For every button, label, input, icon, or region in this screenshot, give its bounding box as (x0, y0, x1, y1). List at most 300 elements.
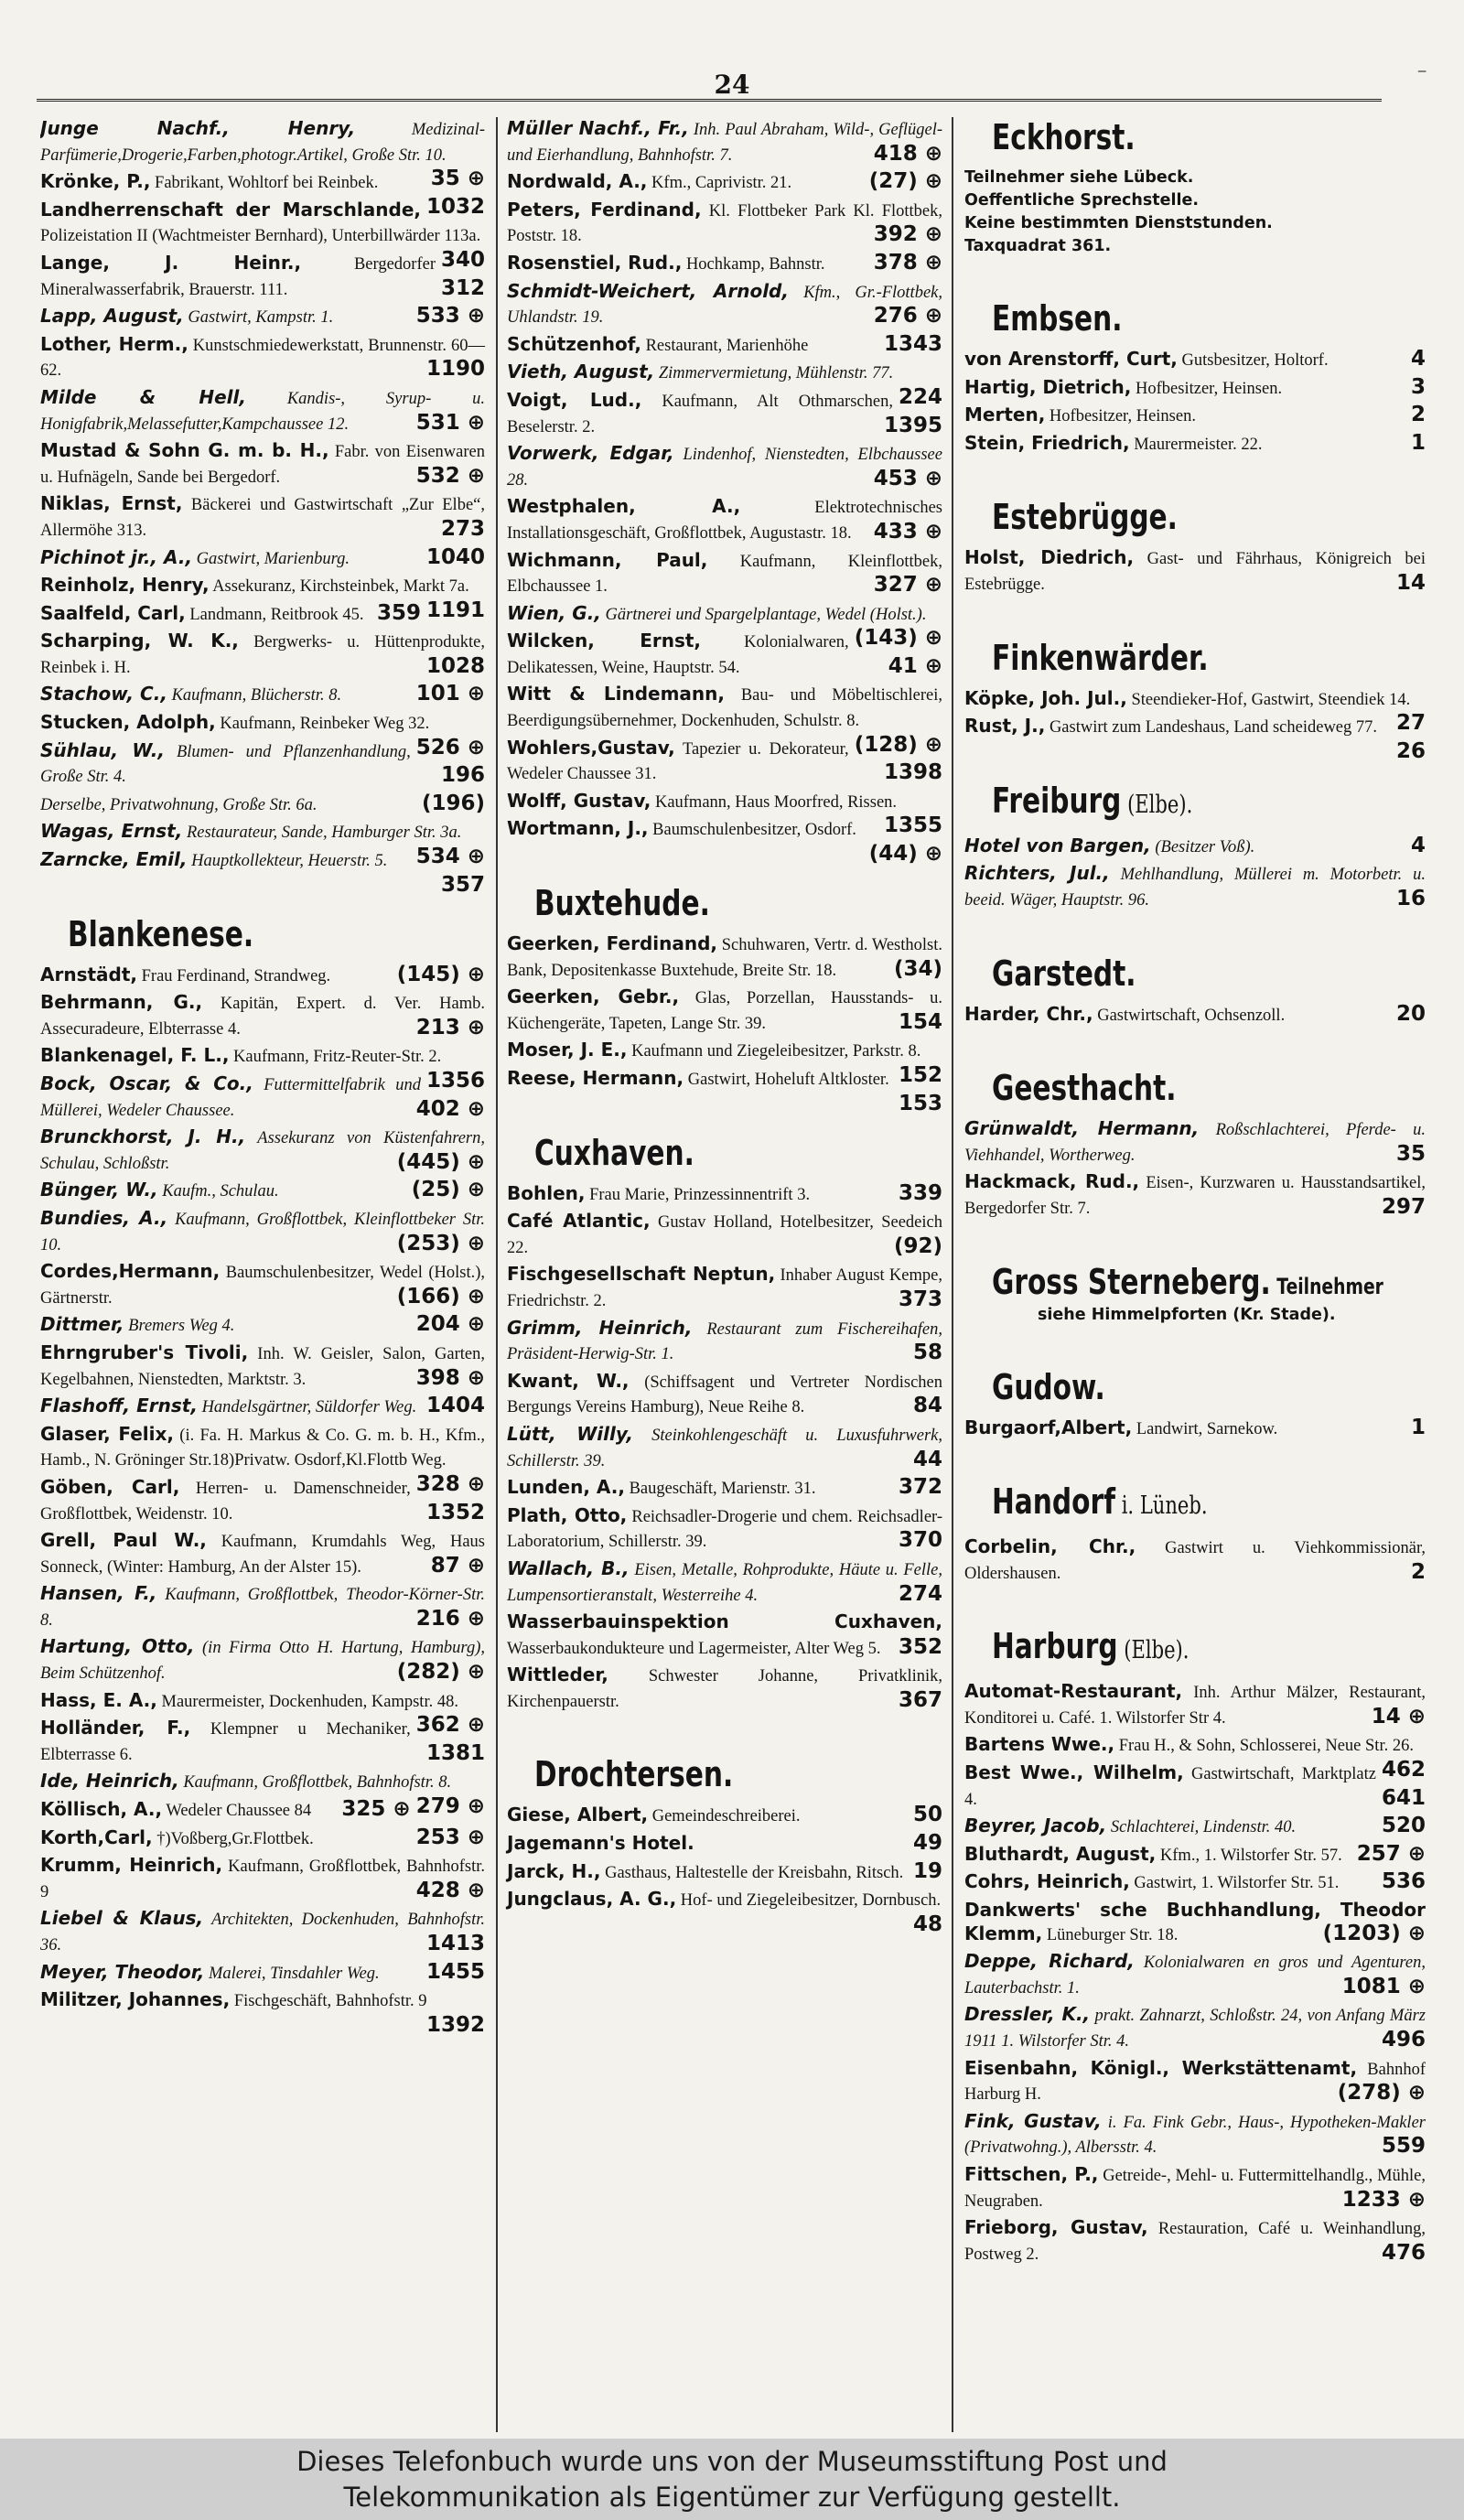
phone-number: 367 (898, 1687, 942, 1712)
subscriber-name: Dressler, K., (964, 2003, 1091, 2026)
directory-entry (507, 1210, 942, 1260)
subscriber-details: Fischgeschäft, Bahnhofstr. 9 (230, 1992, 427, 2011)
subscriber-details: Kaufmann, Alt Othmarschen, Beselerstr. 2. (507, 392, 893, 436)
phone-number: 1352 (425, 1500, 485, 1524)
directory-entry (964, 1899, 1426, 1947)
place-suffix: i. Lüneb. (1115, 1492, 1208, 1521)
directory-entry (964, 1870, 1426, 1896)
subscriber-details: Gastwirt, Kampstr. 1. (183, 308, 334, 328)
subscriber-details: Maurermeister. 22. (1129, 435, 1263, 454)
subscriber-name: Reinholz, Henry, (40, 574, 210, 597)
phone-number: 1404 (425, 1394, 485, 1418)
directory-entry (40, 1069, 485, 1123)
subscriber-name: Wagas, Ernst, (40, 820, 183, 843)
subscriber-details: Fabrikant, Wohltorf bei Reinbek. (150, 174, 379, 193)
phone-number: (92) (893, 1233, 942, 1258)
subscriber-details: Kandis-, Syrup- u. Honigfabrik,Melassefutter,Kampchaussee 12. (40, 389, 485, 434)
subscriber-details: Kaufmann, Großflottbek, Theodor-Körner-Str. 8. (40, 1586, 486, 1630)
directory-entry (40, 305, 485, 330)
subscriber-details: Schwester Johanne, Privatklinik, Kirchenpauerstr. (507, 1667, 942, 1711)
subscriber-name: Hackmack, Rud., (964, 1170, 1140, 1193)
phone-number: 50 (912, 1803, 942, 1827)
phone-number: 152 (898, 1063, 942, 1087)
phone-number: (1203) ⊕ (1322, 1921, 1426, 1945)
subscriber-details: Inh. W. Geisler, Salon, Garten, Kegelbahnen, Nienstedten, Marktstr. 3. (40, 1344, 485, 1389)
phone-number: 213 ⊕ (415, 1015, 485, 1039)
phone-number: 1395 (883, 413, 942, 437)
subscriber-name: Scharping, W. K., (40, 630, 239, 652)
subscriber-name: Hotel von Bargen, (964, 834, 1151, 856)
subscriber-details: Hof- und Ziegeleibesitzer, Dornbusch. (676, 1891, 942, 1911)
phone-number: 276 ⊕ (873, 304, 942, 328)
footer-notice (0, 2439, 1464, 2520)
subscriber-name: Grünwaldt, Hermann, (964, 1117, 1200, 1140)
phone-number: 153 (898, 1091, 942, 1115)
phone-number: 2 (1410, 1559, 1426, 1584)
subscriber-details: Assekuranz von Küstenfahrern, Schulau, Schloßstr. (40, 1129, 485, 1173)
footer-line-2: Telekommunikation als Eigentümer zur Verfügung gestellt. (343, 2482, 1121, 2513)
place-heading (992, 1481, 1330, 1526)
subscriber-details: Gastwirtschaft, Marktplatz 4. (964, 1765, 1376, 1809)
phone-number: (445) ⊕ (396, 1149, 485, 1174)
subscriber-details: i. Fa. Fink Gebr., Haus-, Hypotheken-Makler (Privatwohng.), Albersstr. 4. (964, 2113, 1426, 2158)
subscriber-details: Frau Marie, Prinzessinnentrift 3. (585, 1185, 811, 1204)
phone-number: 3 (1410, 374, 1426, 399)
subscriber-name: Flashoff, Ernst, (40, 1395, 198, 1417)
directory-entry (507, 252, 942, 277)
subscriber-name: Hass, E. A., (40, 1688, 157, 1711)
phone-number: 1398 (883, 760, 942, 785)
directory-entry (40, 1854, 485, 1904)
phone-number: 1 (1410, 1415, 1426, 1439)
column-1 (40, 117, 494, 2432)
subscriber-name: Beyrer, Jacob, (964, 1815, 1107, 1837)
subscriber-details: Fabr. von Eisenwaren u. Hufnägeln, Sande bei Bergedorf. (40, 443, 485, 487)
subscriber-name: Bohlen, (507, 1181, 586, 1204)
subscriber-name: Köpke, Joh. Jul., (964, 686, 1127, 709)
subscriber-name: Bundies, A., (40, 1206, 168, 1229)
directory-entry (40, 683, 485, 708)
phone-number: 279 ⊕ (415, 1794, 485, 1819)
subscriber-details: Gemeindeschreiberei. (648, 1807, 801, 1826)
directory-entry (40, 386, 485, 436)
directory-entry (964, 1843, 1426, 1868)
subscriber-name: Stachow, C., (40, 683, 167, 705)
subscriber-name: Burgaorf,Albert, (964, 1416, 1133, 1438)
directory-entry (40, 1961, 485, 1987)
directory-entry (40, 1826, 485, 1852)
place-heading (992, 781, 1330, 825)
column-divider (496, 117, 498, 2432)
subscriber-name: Köllisch, A., (40, 1798, 163, 1821)
directory-entry (40, 1395, 485, 1420)
phone-number: 58 (912, 1341, 942, 1365)
directory-entry (40, 1179, 485, 1204)
directory-entry (964, 2163, 1426, 2213)
subscriber-name: Peters, Ferdinand, (507, 198, 702, 221)
subscriber-details: Bäckerei und Gastwirtschaft „Zur Elbe“, Allermöhe 313. (40, 496, 485, 540)
subscriber-name: Moser, J. E., (507, 1039, 628, 1061)
directory-entry (507, 1067, 942, 1115)
directory-entry (964, 835, 1426, 860)
subscriber-name: Westphalen, A., (507, 495, 741, 518)
place-heading (992, 953, 1330, 994)
place-suffix: (Elbe). (1117, 1636, 1190, 1665)
subscriber-details: Handelsgärtner, Süldorfer Weg. (197, 1398, 417, 1417)
phone-number: 274 (898, 1581, 942, 1606)
subscriber-details: Getreide-, Mehl- u. Futtermittelhandlg., Mühle, Neugraben. (964, 2166, 1426, 2211)
subscriber-details: Inh. Arthur Mälzer, Restaurant, Konditorei u. Café. 1. Wilstorfer Str 4. (964, 1684, 1426, 1728)
subscriber-details: Blumen- und Pflanzenhandlung, Große Str. 4. (40, 742, 411, 787)
subscriber-details: Inh. Paul Abraham, Wild-, Geflügel- und Eierhandlung, Bahnhofstr. 7. (507, 121, 942, 165)
phone-number: 1381 (425, 1740, 485, 1765)
directory-entry (964, 2110, 1426, 2160)
subscriber-details: Kl. Flottbeker Park Kl. Flottbek, Poststr. 18. (507, 201, 942, 246)
directory-entry (964, 1815, 1426, 1840)
subscriber-details: Restaurant, Marienhöhe (640, 336, 809, 355)
subscriber-details: Bremers Weg 4. (124, 1317, 235, 1336)
directory-entry (507, 199, 942, 249)
phone-number: 16 (1395, 886, 1426, 910)
subscriber-name: Korth,Carl, (40, 1825, 153, 1848)
phone-number: (128) ⊕ (854, 732, 942, 757)
directory-entry (40, 991, 485, 1041)
subscriber-details: Herren- u. Damenschneider, Großflottbek, Weidenstr. 10. (40, 1479, 411, 1524)
subscriber-details: Lindenhof, Nienstedten, Elbchaussee 28. (507, 446, 942, 490)
subscriber-name: Arnstädt, (40, 963, 138, 985)
phone-number: 1343 (883, 331, 942, 356)
place-name: Harburg (992, 1626, 1118, 1667)
subscriber-details: Gastwirt u. Viehkommissionär, Oldershausen. (964, 1539, 1426, 1583)
directory-entry (40, 1635, 485, 1685)
header-rule (37, 99, 1382, 102)
directory-entry (40, 1125, 485, 1176)
phone-number: 154 (898, 1009, 942, 1034)
directory-entry (964, 432, 1426, 458)
place-name: Drochtersen. (534, 1754, 734, 1795)
subscriber-name: Niklas, Ernst, (40, 492, 183, 515)
subscriber-details: Polizeistation II (Wachtmeister Bernhard), Unterbillwärder 113a. (40, 227, 481, 246)
subscriber-details: Kaufmann, Kleinflottbek, Elbchaussee 1. (507, 552, 942, 597)
phone-number: 359 (376, 600, 421, 625)
subscriber-name: Jagemann's Hotel. (507, 1832, 694, 1855)
directory-entry (964, 404, 1426, 429)
subscriber-name: Landherrenschaft der Marschlande, (40, 198, 421, 221)
place-heading (534, 1133, 853, 1173)
subscriber-details: Steendieker-Hof, Gastwirt, Steendiek 14. (1126, 690, 1411, 709)
subscriber-name: Fittschen, P., (964, 2162, 1099, 2185)
place-heading (992, 638, 1330, 678)
subscriber-name: Müller Nachf., Fr., (507, 117, 689, 139)
subscriber-name: Brunckhorst, J. H., (40, 1125, 246, 1148)
directory-entry (507, 1423, 942, 1473)
subscriber-name: Deppe, Richard, (964, 1950, 1135, 1973)
subscriber-details: Hochkamp, Bahnstr. (682, 254, 825, 274)
directory-entry (964, 546, 1426, 597)
phone-number: 362 ⊕ (415, 1713, 485, 1738)
subscriber-name: Rosenstiel, Rud., (507, 251, 683, 274)
subscriber-name: Militzer, Johannes, (40, 1988, 231, 2011)
subscriber-name: Geerken, Ferdinand, (507, 932, 717, 955)
phone-number: 1413 (425, 1932, 485, 1955)
directory-entry (507, 549, 942, 599)
phone-number: 352 (898, 1634, 942, 1659)
subscriber-name: Bünger, W., (40, 1179, 158, 1201)
subscriber-details: Derselbe, Privatwohnung, Große Str. 6a. (40, 795, 318, 814)
directory-entry (507, 117, 942, 167)
subscriber-details: Hauptkollekteur, Heuerstr. 5. (187, 852, 388, 871)
phone-number: 373 (898, 1287, 942, 1311)
subscriber-details: Frau Ferdinand, Strandweg. (137, 966, 331, 985)
subscriber-name: Lapp, August, (40, 305, 184, 328)
subscriber-name: Jarck, H., (507, 1859, 601, 1882)
subscriber-name: Wichmann, Paul, (507, 548, 708, 571)
subscriber-details: Glas, Porzellan, Hausstands- u. Küchengeräte, Tapeten, Lange Str. 39. (507, 989, 942, 1033)
phone-number: (145) ⊕ (396, 962, 485, 986)
subscriber-name: Grell, Paul W., (40, 1529, 207, 1552)
subscriber-details: Kaufmann, Großflottbek, Bahnhofstr. 8. (178, 1773, 452, 1793)
subscriber-details: (Besitzer Voß). (1150, 837, 1255, 856)
phone-number: 418 ⊕ (873, 141, 942, 166)
subscriber-details: Kunstschmiedewerkstatt, Brunnenstr. 60—62. (40, 336, 485, 381)
directory-entry (507, 985, 942, 1036)
subscriber-name: Hansen, F., (40, 1582, 157, 1605)
phone-number: 204 ⊕ (415, 1312, 485, 1337)
subscriber-details: Baumschulenbesitzer, Osdorf. (648, 821, 856, 840)
subscriber-name: Harder, Chr., (964, 1002, 1093, 1025)
subscriber-details: Hofbesitzer, Heinsen. (1131, 379, 1283, 398)
phone-number: 1392 (425, 2012, 485, 2037)
subscriber-name: Wittleder, (507, 1664, 608, 1686)
subscriber-name: Wohlers,Gustav, (507, 736, 675, 759)
subscriber-details: Kaufmann und Ziegeleibesitzer, Parkstr. 8. (627, 1042, 921, 1061)
phone-number: 392 ⊕ (873, 222, 942, 247)
subscriber-name: Saalfeld, Carl, (40, 601, 186, 624)
subscriber-details: Zimmervermietung, Mühlenstr. 77. (654, 364, 894, 383)
subscriber-details: Bahnhof Harburg H. (964, 2060, 1426, 2105)
subscriber-name: Wasserbauinspektion Cuxhaven, (507, 1610, 942, 1633)
phone-number: 327 ⊕ (873, 573, 942, 598)
subscriber-name: Holst, Diedrich, (964, 546, 1135, 569)
subscriber-details: Architekten, Dockenhuden, Bahnhofstr. 36. (40, 1911, 485, 1955)
directory-entry (964, 1003, 1426, 1028)
column-divider (952, 117, 953, 2432)
place-heading (992, 1068, 1330, 1108)
place-name: Estebrügge. (992, 497, 1178, 538)
subscriber-details: Gustav Holland, Hotelbesitzer, Seedeich 22. (507, 1213, 942, 1257)
place-name: Cuxhaven. (534, 1132, 694, 1173)
directory-entry (40, 630, 485, 680)
directory-entry (40, 1988, 485, 2037)
subscriber-name: Meyer, Theodor, (40, 1960, 205, 1983)
subscriber-details: Gutsbesitzer, Holtorf. (1177, 351, 1329, 370)
subscriber-details: Frau H., & Sohn, Schlosserei, Neue Str. 26. (1114, 1737, 1414, 1756)
subscriber-name: Lange, J. Heinr., (40, 251, 302, 274)
phone-number: (143) ⊕ (854, 626, 942, 651)
place-name: Geesthacht. (992, 1068, 1177, 1109)
corner-mark: ⁻ (1416, 64, 1427, 87)
subscriber-name: Voigt, Lud., (507, 388, 642, 411)
directory-entry (507, 333, 942, 359)
subscriber-details: †)Voßberg,Gr.Flottbek. (152, 1829, 314, 1848)
subscriber-name: Rust, J., (964, 715, 1046, 738)
directory-entry (507, 1317, 942, 1367)
subscriber-name: Wilcken, Ernst, (507, 630, 702, 652)
subscriber-details: Bergwerks- u. Hüttenprodukte, Reinbek i. H. (40, 633, 486, 677)
subscriber-name: Dankwerts' sche Buchhandlung, Theodor Klemm, (964, 1899, 1426, 1944)
phone-number: (34) (893, 956, 942, 981)
phone-number: (44) ⊕ (868, 842, 942, 867)
subscriber-name: Wortmann, J., (507, 817, 649, 840)
phone-number: 378 ⊕ (873, 250, 942, 275)
place-heading (992, 298, 1330, 339)
subscriber-details: Kaufmann, Haus Moorfred, Rissen. (651, 792, 898, 812)
column-3 (957, 117, 1426, 2432)
subscriber-details: Gast- und Fährhaus, Königreich bei Estebrügge. (964, 550, 1426, 594)
phone-number: 532 ⊕ (415, 463, 485, 488)
notice-line: Keine bestimmten Dienststunden. (964, 214, 1273, 232)
phone-number: 196 (440, 763, 485, 788)
phone-number: 312 (440, 275, 485, 300)
subscriber-name: Jungclaus, A. G., (507, 1888, 677, 1911)
subscriber-details: Bau- und Möbeltischlerei, Beerdigungsübernehmer, Dockenhuden, Schulstr. 8. (507, 686, 942, 731)
phone-number: (166) ⊕ (396, 1284, 485, 1308)
phone-number: 1 (1410, 430, 1426, 455)
phone-number: 84 (912, 1394, 942, 1418)
place-name: Freiburg (992, 780, 1122, 821)
place-name: Embsen. (992, 298, 1123, 339)
directory-entry (964, 1535, 1426, 1586)
subscriber-details: Maurermeister, Dockenhuden, Kampstr. 48. (156, 1692, 458, 1711)
phone-number: (196) (421, 791, 485, 815)
directory-entry (40, 252, 485, 302)
subscriber-name: Wolff, Gustav, (507, 789, 651, 812)
subscriber-details: Schuhwaren, Vertr. d. Westholst. Bank, Depositenkasse Buxtehude, Breite Str. 18. (507, 936, 942, 980)
subscriber-name: Ehrngruber's Tivoli, (40, 1341, 249, 1363)
subscriber-name: Holländer, F., (40, 1717, 191, 1739)
phone-number: 41 ⊕ (888, 653, 942, 678)
phone-number: 297 (1381, 1194, 1426, 1219)
directory-entry (964, 2057, 1426, 2107)
phone-number: 101 ⊕ (415, 682, 485, 706)
subscriber-details: (in Firma Otto H. Hartung, Hamburg), Beim Schützenhof. (40, 1639, 485, 1684)
directory-entry (964, 862, 1426, 912)
phone-number: 216 ⊕ (415, 1606, 485, 1631)
subscriber-details: Gasthaus, Haltestelle der Kreisbahn, Ritsch. (600, 1863, 904, 1882)
subscriber-details: Mehlhandlung, Müllerei m. Motorbetr. u. beeid. Wäger, Hauptstr. 96. (964, 866, 1426, 910)
subscriber-name: von Arenstorff, Curt, (964, 348, 1178, 370)
subscriber-details: Kaufm., Schulau. (157, 1182, 279, 1201)
subscriber-name: Café Atlantic, (507, 1210, 651, 1233)
subscriber-name: Vieth, August, (507, 361, 655, 383)
place-heading (992, 1261, 1383, 1302)
phone-number: 328 ⊕ (415, 1471, 485, 1496)
phone-number: 559 (1381, 2134, 1426, 2159)
subscriber-name: Frieborg, Gustav, (964, 2216, 1148, 2239)
phone-number: 520 (1381, 1814, 1426, 1838)
subscriber-name: Hartung, Otto, (40, 1635, 195, 1658)
subscriber-name: Ide, Heinrich, (40, 1770, 179, 1793)
subscriber-name: Milde & Hell, (40, 385, 246, 408)
phone-number: 428 ⊕ (415, 1878, 485, 1902)
subscriber-details: Baumschulenbesitzer, Wedel (Holst.), Gärtnerstr. (40, 1264, 485, 1308)
directory-entry (507, 1888, 942, 1936)
phone-number: 19 (912, 1858, 942, 1883)
directory-entry (40, 1529, 485, 1579)
subscriber-details: Bergedorfer Mineralwasserfabrik, Brauerstr. 111. (40, 254, 436, 299)
directory-entry (507, 1182, 942, 1208)
directory-entry (40, 1907, 485, 1957)
phone-number: (278) ⊕ (1337, 2081, 1426, 2105)
phone-number: 533 ⊕ (415, 304, 485, 328)
phone-number: 462 (1381, 1758, 1426, 1782)
subscriber-name: Plath, Otto, (507, 1503, 628, 1526)
subscriber-name: Bluthardt, August, (964, 1842, 1157, 1865)
directory-entry (964, 2003, 1426, 2053)
subscriber-name: Pichinot jr., A., (40, 545, 193, 568)
subscriber-name: Best Wwe., Wilhelm, (964, 1761, 1184, 1784)
subscriber-details: Gastwirt, Hoheluft Altkloster. (684, 1071, 889, 1089)
subscriber-name: Richters, Jul., (964, 862, 1110, 885)
subscriber-name: Lunden, A., (507, 1476, 625, 1499)
phone-number: 224 (898, 384, 942, 409)
directory-entry (40, 333, 485, 383)
place-name: Blankenese. (68, 913, 254, 954)
phone-number: 339 (898, 1180, 942, 1205)
phone-number: 476 (1381, 2240, 1426, 2265)
phone-number: 1190 (425, 357, 485, 382)
subscriber-details: Kaufmann, Reinbeker Weg 32. (215, 715, 430, 734)
directory-entry (40, 1207, 485, 1257)
directory-entry (507, 817, 942, 867)
subscriber-details: (Schiffsagent und Vertreter Nordischen Bergungs Vereins Hamburg), Neue Reihe 8. (507, 1373, 942, 1417)
phone-number: 44 (912, 1447, 942, 1471)
place-heading (992, 1626, 1330, 1671)
directory-entry (507, 389, 942, 439)
directory-entry (507, 1370, 942, 1420)
directory-entry (964, 1680, 1426, 1730)
directory-entry (964, 376, 1426, 402)
subscriber-details: Roßschlachterei, Pferde- u. Viehhandel, Wortherweg. (964, 1121, 1426, 1165)
phone-number: (282) ⊕ (396, 1660, 485, 1685)
subscriber-details: Schlachterei, Lindenstr. 40. (1106, 1818, 1297, 1837)
phone-number: 253 ⊕ (415, 1825, 485, 1849)
subscriber-details: Futtermittelfabrik und Müllerei, Wedeler Chaussee. (40, 1076, 421, 1120)
phone-number: 1032 (425, 194, 485, 219)
subscriber-name: Glaser, Felix, (40, 1422, 175, 1445)
place-heading (992, 117, 1330, 157)
subscriber-name: Blankenagel, F. L., (40, 1044, 230, 1067)
phone-number: 1455 (425, 1959, 485, 1984)
subscriber-details: Gastwirt zum Landeshaus, Land scheideweg 77. (1045, 718, 1378, 738)
directory-entry (507, 442, 942, 492)
subscriber-details: Restauration, Café u. Weinhandlung, Postweg 2. (964, 2220, 1426, 2264)
subscriber-details: Restaurateur, Sande, Hamburger Str. 3a. (182, 824, 462, 843)
subscriber-name: Zarncke, Emil, (40, 848, 188, 871)
directory-entry (507, 1557, 942, 1608)
subscriber-details: Gärtnerei und Spargelplantage, Wedel (Holst.). (600, 605, 927, 624)
subscriber-details: Kaufmann, Großflottbek, Kleinflottbeker Str. 10. (40, 1210, 485, 1255)
subscriber-details: Assekuranz, Kirchsteinbek, Markt 7a. (209, 577, 469, 597)
directory-entry (964, 715, 1426, 763)
subscriber-details: Kfm., 1. Wilstorfer Str. 57. (1156, 1846, 1342, 1865)
phone-number: 526 ⊕ (415, 735, 485, 759)
directory-entry (40, 546, 485, 572)
subscriber-name: Lütt, Willy, (507, 1422, 633, 1445)
directory-entry (507, 1610, 942, 1661)
phone-number: 4 (1410, 347, 1426, 371)
subscriber-name: Fink, Gustav, (964, 2109, 1102, 2132)
